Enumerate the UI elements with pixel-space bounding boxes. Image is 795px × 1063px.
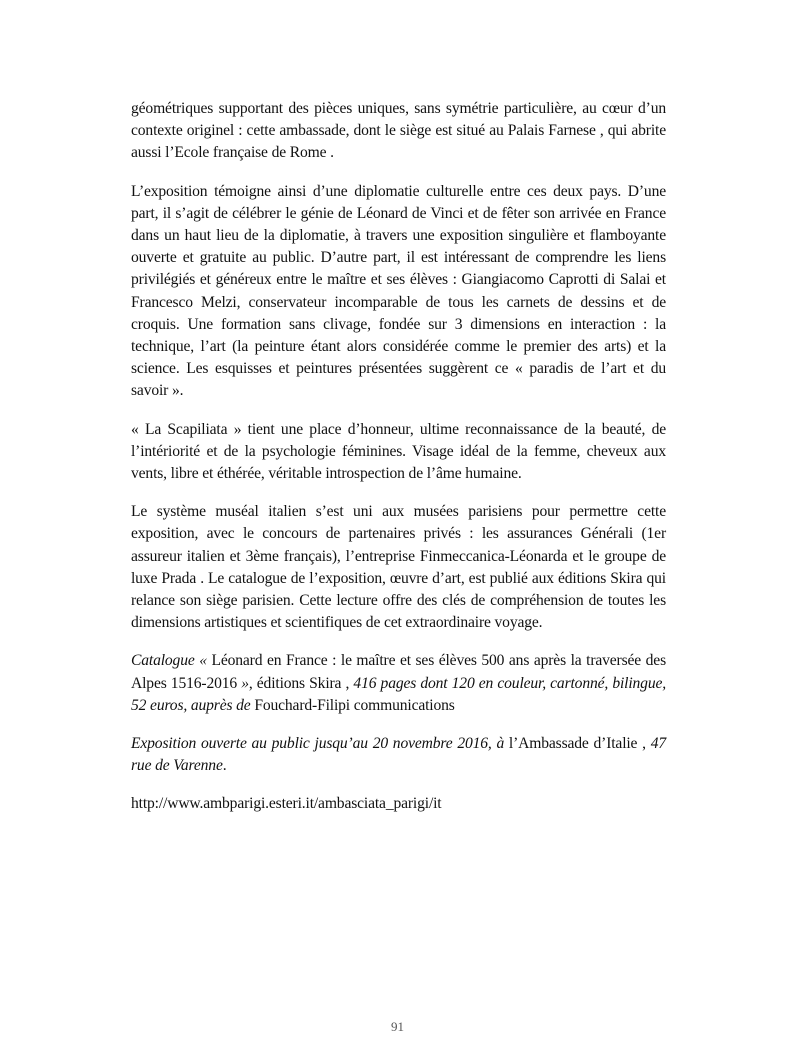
paragraph-diplomatie-culturelle: L’exposition témoigne ainsi d’une diplomatie culturelle entre ces deux pays. D’une part, il s’agit de célébrer le génie de Léonard de Vinci et de fêter son arrivée en France dans un haut lieu de la diplomatie, à travers une exposition singulière et flamboyante ouverte et gratuite au public. D’autre part, il est intéressant de comprendre les liens privilégiés et généreux entre le maître et ses élèves : Giangiacomo Caprotti di Salai et Francesco Melzi, conservateur incomparable de tous les carnets de dessins et de croquis. Une formation sans clivage, fondée sur 3 dimensions en interaction : la technique, l’art (la peinture étant alors considérée comme le premier des arts) et la science. Les esquisses et peintures présentées suggèrent ce « paradis de l’art et du savoir ». bbox=[131, 182, 666, 400]
paragraph-link bbox=[131, 793, 666, 815]
paragraph-scapiliata: « La Scapiliata » tient une place d’honneur, ultime reconnaissance de la beauté, de l’intériorité et de la psychologie féminines. Visage idéal de la femme, cheveux aux vents, libre et éthérée, véritable introspection de l’âme humaine. bbox=[131, 420, 666, 483]
page-body bbox=[131, 98, 666, 832]
page-number: 91 bbox=[391, 1019, 404, 1034]
paragraph-catalogue bbox=[131, 650, 666, 717]
catalogue-details: 416 pages dont 120 en couleur, cartonné, bilingue, 52 euros, auprès de bbox=[131, 674, 666, 714]
catalogue-close-quote: » bbox=[237, 674, 249, 692]
paragraph-exhibition bbox=[131, 733, 666, 777]
paragraph-palais-farnese: géométriques supportant des pièces uniques, sans symétrie particulière, au cœur d’un contexte originel : cette ambassade, dont le siège est situé au Palais Farnese , qui abrite aussi l’Ecole française de Rome . bbox=[131, 100, 666, 162]
exhibition-end: . bbox=[222, 757, 227, 775]
exhibition-intro: Exposition ouverte au public jusqu’au 20 novembre 2016, à bbox=[131, 735, 505, 753]
catalogue-title: Léonard en France : le maître et ses élèves 500 ans après la traversée des Alpes 1516-2016 bbox=[131, 652, 666, 692]
catalogue-publisher: , éditions Skira , bbox=[248, 674, 350, 692]
embassy-url-link[interactable]: http://www.ambparigi.esteri.it/ambasciata_parigi/it bbox=[131, 795, 442, 813]
paragraph-partenaires: Le système muséal italien s’est uni aux musées parisiens pour permettre cette exposition, avec le concours de partenaires privés : les assurances Générali (1er assureur italien et 3ème français), l’entreprise Finmeccanica-Léonarda et le groupe de luxe Prada . Le catalogue de l’exposition, œuvre d’art, est publié aux éditions Skira qui relance son siège parisien. Cette lecture offre des clés de compréhension de toutes les dimensions artistiques et scientifiques de cet extraordinaire voyage. bbox=[131, 503, 666, 632]
catalogue-label: Catalogue « bbox=[131, 652, 207, 670]
exhibition-address: 47 rue de Varenne bbox=[131, 735, 666, 775]
catalogue-contact: Fouchard-Filipi communications bbox=[250, 696, 455, 714]
exhibition-venue: l’Ambassade d’Italie , bbox=[504, 735, 646, 753]
